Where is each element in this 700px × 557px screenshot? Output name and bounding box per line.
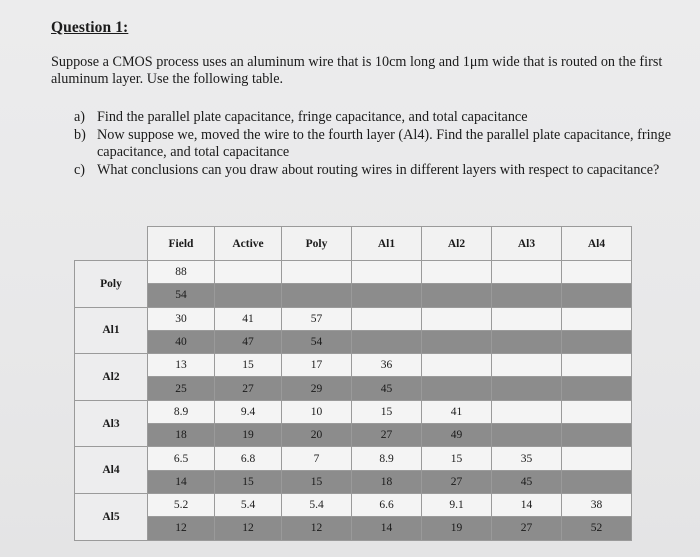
table-cell: 54	[148, 284, 215, 307]
part-b-text: Now suppose we, moved the wire to the fourth layer (Al4). Find the parallel plate capacitance, fringe capacitance, and total capacitance	[97, 127, 671, 160]
table-cell	[562, 470, 632, 493]
table-cell: 5.4	[282, 493, 352, 516]
table-cell: 29	[282, 377, 352, 400]
table-cell: 6.8	[215, 447, 282, 470]
table-cell: 6.6	[352, 493, 422, 516]
row-header: Poly	[75, 261, 148, 308]
table-cell: 27	[352, 424, 422, 447]
column-header: Field	[148, 227, 215, 261]
table-row	[75, 284, 632, 307]
table-cell	[492, 354, 562, 377]
table-cell: 12	[215, 517, 282, 540]
table-cell	[492, 330, 562, 353]
table-cell	[352, 307, 422, 330]
part-c-text: What conclusions can you draw about routing wires in different layers with respect to capacitance?	[97, 162, 660, 178]
table-cell: 49	[422, 424, 492, 447]
table-cell	[282, 261, 352, 284]
table-corner	[75, 227, 148, 261]
table-cell: 15	[215, 470, 282, 493]
table-cell: 40	[148, 330, 215, 353]
table-cell	[492, 400, 562, 423]
table-cell: 9.4	[215, 400, 282, 423]
question-parts	[74, 109, 674, 180]
table-cell	[422, 354, 492, 377]
column-header: Active	[215, 227, 282, 261]
table-cell: 27	[215, 377, 282, 400]
table-row	[75, 400, 632, 423]
table-cell	[562, 261, 632, 284]
table-cell: 30	[148, 307, 215, 330]
table-cell	[422, 377, 492, 400]
table-cell: 8.9	[352, 447, 422, 470]
table-cell: 8.9	[148, 400, 215, 423]
table-cell	[492, 284, 562, 307]
row-header: Al3	[75, 400, 148, 447]
row-header: Al1	[75, 307, 148, 354]
table-cell	[215, 284, 282, 307]
row-header: Al2	[75, 354, 148, 401]
part-a-text: Find the parallel plate capacitance, fringe capacitance, and total capacitance	[97, 109, 528, 125]
table-cell: 54	[282, 330, 352, 353]
part-c	[74, 162, 674, 179]
table-cell: 14	[148, 470, 215, 493]
column-header: Al1	[352, 227, 422, 261]
table-cell: 14	[352, 517, 422, 540]
table-cell: 41	[422, 400, 492, 423]
row-header: Al5	[75, 493, 148, 540]
row-header: Al4	[75, 447, 148, 494]
table-cell	[422, 307, 492, 330]
table-cell	[562, 284, 632, 307]
table-row	[75, 261, 632, 284]
table-row	[75, 493, 632, 516]
capacitance-table	[74, 226, 632, 541]
table-cell	[352, 330, 422, 353]
part-c-label: c)	[74, 162, 86, 178]
table-cell	[422, 330, 492, 353]
table-cell: 6.5	[148, 447, 215, 470]
table-cell: 15	[422, 447, 492, 470]
table-cell: 9.1	[422, 493, 492, 516]
table-cell: 18	[352, 470, 422, 493]
table-header-row	[75, 227, 632, 261]
table-cell: 19	[215, 424, 282, 447]
column-header: Poly	[282, 227, 352, 261]
table-cell: 12	[282, 517, 352, 540]
table-cell	[422, 261, 492, 284]
table-cell: 52	[562, 517, 632, 540]
table-cell: 7	[282, 447, 352, 470]
column-header: Al4	[562, 227, 632, 261]
table-cell	[352, 284, 422, 307]
table-cell: 45	[352, 377, 422, 400]
table-cell: 17	[282, 354, 352, 377]
table-cell	[562, 354, 632, 377]
table-cell: 15	[215, 354, 282, 377]
table-cell: 13	[148, 354, 215, 377]
table-cell: 19	[422, 517, 492, 540]
column-header: Al3	[492, 227, 562, 261]
table-cell	[215, 261, 282, 284]
table-cell: 27	[492, 517, 562, 540]
table-row	[75, 354, 632, 377]
table-cell	[562, 307, 632, 330]
table-row	[75, 470, 632, 493]
table-cell	[422, 284, 492, 307]
table-row	[75, 330, 632, 353]
table-cell	[492, 261, 562, 284]
table-cell: 36	[352, 354, 422, 377]
table-row	[75, 424, 632, 447]
table-cell: 12	[148, 517, 215, 540]
question-title: Question 1:	[51, 19, 129, 36]
table-cell: 41	[215, 307, 282, 330]
table-cell: 45	[492, 470, 562, 493]
table-cell: 35	[492, 447, 562, 470]
table-cell: 14	[492, 493, 562, 516]
table-cell: 57	[282, 307, 352, 330]
table-cell: 15	[352, 400, 422, 423]
table-cell	[492, 424, 562, 447]
part-a-label: a)	[74, 109, 86, 125]
column-header: Al2	[422, 227, 492, 261]
part-b	[74, 127, 674, 161]
table-cell	[492, 377, 562, 400]
table-cell	[562, 447, 632, 470]
table-cell: 88	[148, 261, 215, 284]
table-row	[75, 447, 632, 470]
table-cell	[562, 377, 632, 400]
question-intro: Suppose a CMOS process uses an aluminum wire that is 10cm long and 1μm wide that is routed on the first aluminum layer. Use the following table.	[51, 54, 663, 87]
table-row	[75, 307, 632, 330]
table-cell: 18	[148, 424, 215, 447]
table-cell: 27	[422, 470, 492, 493]
table-cell	[562, 400, 632, 423]
table-cell: 47	[215, 330, 282, 353]
table-cell	[492, 307, 562, 330]
table-row	[75, 377, 632, 400]
table-cell: 10	[282, 400, 352, 423]
table-cell	[562, 330, 632, 353]
table-cell: 38	[562, 493, 632, 516]
table-cell: 15	[282, 470, 352, 493]
part-b-label: b)	[74, 127, 86, 143]
part-a	[74, 109, 674, 126]
table-cell: 5.2	[148, 493, 215, 516]
table-cell	[282, 284, 352, 307]
table-cell	[562, 424, 632, 447]
table-cell: 5.4	[215, 493, 282, 516]
table-cell	[352, 261, 422, 284]
table-cell: 20	[282, 424, 352, 447]
table-row	[75, 517, 632, 540]
table-cell: 25	[148, 377, 215, 400]
